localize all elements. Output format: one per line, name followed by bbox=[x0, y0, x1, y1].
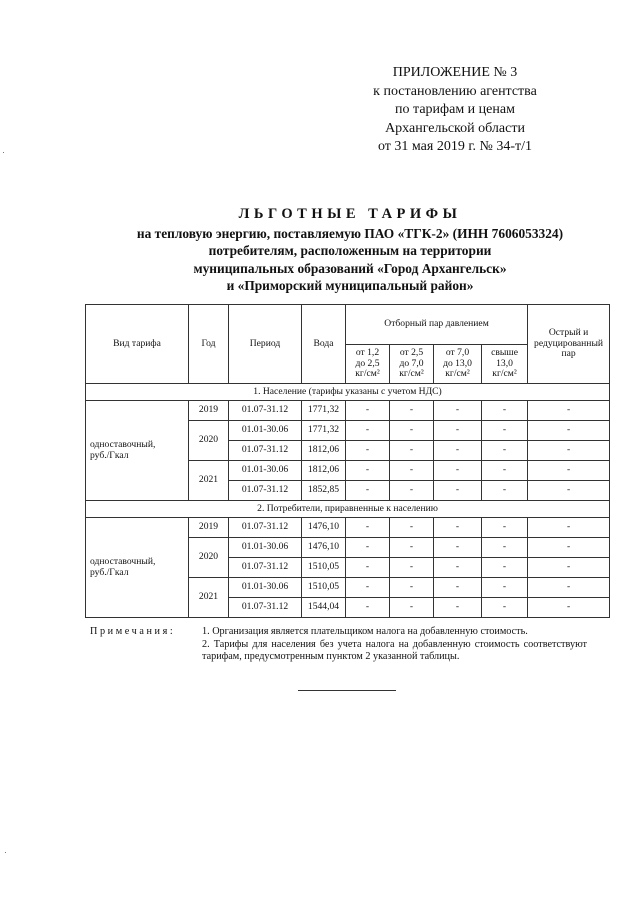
header-sharp-steam: Острый и редуцированный пар bbox=[528, 305, 610, 384]
period-cell: 01.01-30.06 bbox=[229, 578, 302, 598]
steam-value-cell: - bbox=[346, 461, 390, 481]
period-cell: 01.01-30.06 bbox=[229, 461, 302, 481]
steam-value-cell: - bbox=[434, 598, 482, 618]
year-cell: 2019 bbox=[189, 401, 229, 421]
section-row bbox=[86, 384, 610, 401]
header-water: Вода bbox=[302, 305, 346, 384]
appendix-line: к постановлению агентства bbox=[373, 83, 537, 99]
steam-value-cell: - bbox=[482, 401, 528, 421]
water-value-cell: 1476,10 bbox=[302, 518, 346, 538]
year-cell: 2021 bbox=[189, 578, 229, 618]
steam-value-cell: - bbox=[482, 598, 528, 618]
range-unit: кг/см² bbox=[355, 368, 380, 380]
steam-value-cell: - bbox=[390, 481, 434, 501]
year-cell: 2020 bbox=[189, 538, 229, 578]
water-value-cell: 1510,05 bbox=[302, 558, 346, 578]
range-line: свыше bbox=[491, 347, 518, 359]
title-line: потребителям, расположенным на территории bbox=[208, 243, 492, 258]
steam-value-cell: - bbox=[346, 518, 390, 538]
steam-value-cell: - bbox=[346, 401, 390, 421]
range-unit: кг/см² bbox=[445, 368, 470, 380]
steam-value-cell: - bbox=[528, 481, 610, 501]
year-cell: 2021 bbox=[189, 461, 229, 501]
steam-value-cell: - bbox=[482, 578, 528, 598]
steam-value-cell: - bbox=[528, 401, 610, 421]
range-unit: кг/см² bbox=[492, 368, 517, 380]
steam-value-cell: - bbox=[346, 538, 390, 558]
range-line: до 2,5 bbox=[355, 357, 380, 369]
steam-value-cell: - bbox=[434, 538, 482, 558]
steam-value-cell: - bbox=[434, 558, 482, 578]
steam-value-cell: - bbox=[482, 441, 528, 461]
period-cell: 01.07-31.12 bbox=[229, 558, 302, 578]
section-title: 2. Потребители, приравненные к населению bbox=[86, 501, 610, 518]
steam-value-cell: - bbox=[346, 578, 390, 598]
steam-value-cell: - bbox=[482, 461, 528, 481]
steam-value-cell: - bbox=[434, 421, 482, 441]
steam-value-cell: - bbox=[528, 461, 610, 481]
note-item: 2. Тарифы для населения без учета налога на добавленную стоимость соответствуют тарифам, предусмотренным пунктом 2 указанной таблицы. bbox=[202, 638, 587, 662]
title-line: и «Приморский муниципальный район» bbox=[226, 278, 474, 293]
header-year: Год bbox=[189, 305, 229, 384]
tariff-type-cell bbox=[86, 401, 189, 501]
appendix-line: Архангельской области bbox=[385, 120, 525, 136]
steam-value-cell: - bbox=[528, 598, 610, 618]
period-cell: 01.07-31.12 bbox=[229, 441, 302, 461]
steam-value-cell: - bbox=[390, 421, 434, 441]
appendix-line: по тарифам и ценам bbox=[395, 102, 515, 117]
steam-value-cell: - bbox=[346, 421, 390, 441]
steam-value-cell: - bbox=[390, 518, 434, 538]
steam-value-cell: - bbox=[482, 558, 528, 578]
steam-value-cell: - bbox=[528, 558, 610, 578]
appendix-date: от 31 мая 2019 г. № 34-т/1 bbox=[377, 139, 533, 154]
title-line: муниципальных образований «Город Архангельск» bbox=[193, 260, 507, 276]
steam-value-cell: - bbox=[390, 538, 434, 558]
steam-value-cell: - bbox=[434, 441, 482, 461]
section-title: 1. Население (тарифы указаны с учетом НДС) bbox=[86, 384, 610, 401]
water-value-cell: 1812,06 bbox=[302, 441, 346, 461]
year-cell: 2020 bbox=[189, 421, 229, 461]
steam-value-cell: - bbox=[482, 538, 528, 558]
steam-value-cell: - bbox=[390, 578, 434, 598]
period-cell: 01.07-31.12 bbox=[229, 598, 302, 618]
range-line: до 13,0 bbox=[443, 357, 472, 369]
steam-value-cell: - bbox=[390, 598, 434, 618]
water-value-cell: 1852,85 bbox=[302, 481, 346, 501]
water-value-cell: 1476,10 bbox=[302, 538, 346, 558]
range-line: от 7,0 bbox=[445, 347, 470, 359]
tariff-unit-line: руб./Гкал bbox=[90, 566, 129, 578]
steam-value-cell: - bbox=[482, 481, 528, 501]
tariff-type-cell bbox=[86, 518, 189, 618]
period-cell: 01.01-30.06 bbox=[229, 538, 302, 558]
scan-speck bbox=[5, 852, 6, 853]
year-cell: 2019 bbox=[189, 518, 229, 538]
steam-value-cell: - bbox=[528, 441, 610, 461]
table-row bbox=[86, 518, 610, 538]
closing-rule bbox=[298, 690, 396, 691]
scan-speck bbox=[3, 152, 4, 153]
section-row bbox=[86, 501, 610, 518]
water-value-cell: 1812,06 bbox=[302, 461, 346, 481]
steam-value-cell: - bbox=[434, 578, 482, 598]
water-value-cell: 1771,32 bbox=[302, 421, 346, 441]
steam-value-cell: - bbox=[434, 518, 482, 538]
period-cell: 01.07-31.12 bbox=[229, 401, 302, 421]
tariff-table bbox=[85, 304, 610, 618]
header-period: Период bbox=[229, 305, 302, 384]
steam-value-cell: - bbox=[434, 481, 482, 501]
steam-value-cell: - bbox=[346, 558, 390, 578]
steam-value-cell: - bbox=[528, 421, 610, 441]
header-pressure-range bbox=[390, 345, 434, 384]
water-value-cell: 1510,05 bbox=[302, 578, 346, 598]
period-cell: 01.01-30.06 bbox=[229, 421, 302, 441]
header-pressure-range bbox=[434, 345, 482, 384]
range-line: 13,0 bbox=[496, 357, 513, 369]
steam-value-cell: - bbox=[390, 461, 434, 481]
steam-value-cell: - bbox=[528, 518, 610, 538]
tariff-type-line: одноставочный, bbox=[90, 556, 156, 567]
appendix-block bbox=[330, 64, 580, 157]
steam-value-cell: - bbox=[390, 441, 434, 461]
tariff-unit-line: руб./Гкал bbox=[90, 449, 129, 461]
steam-value-cell: - bbox=[346, 441, 390, 461]
header-selected-steam: Отборный пар давлением bbox=[346, 305, 528, 345]
header-pressure-range bbox=[482, 345, 528, 384]
appendix-title: ПРИЛОЖЕНИЕ № 3 bbox=[392, 65, 518, 80]
range-unit: кг/см² bbox=[399, 368, 424, 380]
period-cell: 01.07-31.12 bbox=[229, 481, 302, 501]
notes-label: Примечания: bbox=[90, 626, 176, 637]
table-header-row bbox=[86, 305, 610, 345]
steam-value-cell: - bbox=[390, 558, 434, 578]
steam-value-cell: - bbox=[390, 401, 434, 421]
range-line: до 7,0 bbox=[399, 357, 424, 369]
title-main: ЛЬГОТНЫЕ ТАРИФЫ bbox=[238, 206, 462, 222]
steam-value-cell: - bbox=[528, 578, 610, 598]
water-value-cell: 1544,04 bbox=[302, 598, 346, 618]
steam-value-cell: - bbox=[528, 538, 610, 558]
steam-value-cell: - bbox=[482, 518, 528, 538]
header-tariff-type: Вид тарифа bbox=[86, 305, 189, 384]
tariff-type-line: одноставочный, bbox=[90, 439, 156, 450]
notes-list bbox=[202, 626, 587, 664]
document-title bbox=[60, 206, 640, 295]
title-line: на тепловую энергию, поставляемую ПАО «ТГК-2» (ИНН 7606053324) bbox=[136, 225, 564, 241]
range-line: от 1,2 bbox=[355, 347, 380, 359]
water-value-cell: 1771,32 bbox=[302, 401, 346, 421]
steam-value-cell: - bbox=[434, 461, 482, 481]
note-item: 1. Организация является плательщиком налога на добавленную стоимость. bbox=[202, 626, 528, 637]
header-pressure-range bbox=[346, 345, 390, 384]
steam-value-cell: - bbox=[482, 421, 528, 441]
steam-value-cell: - bbox=[346, 598, 390, 618]
table-row bbox=[86, 401, 610, 421]
period-cell: 01.07-31.12 bbox=[229, 518, 302, 538]
steam-value-cell: - bbox=[434, 401, 482, 421]
range-line: от 2,5 bbox=[399, 347, 424, 359]
steam-value-cell: - bbox=[346, 481, 390, 501]
